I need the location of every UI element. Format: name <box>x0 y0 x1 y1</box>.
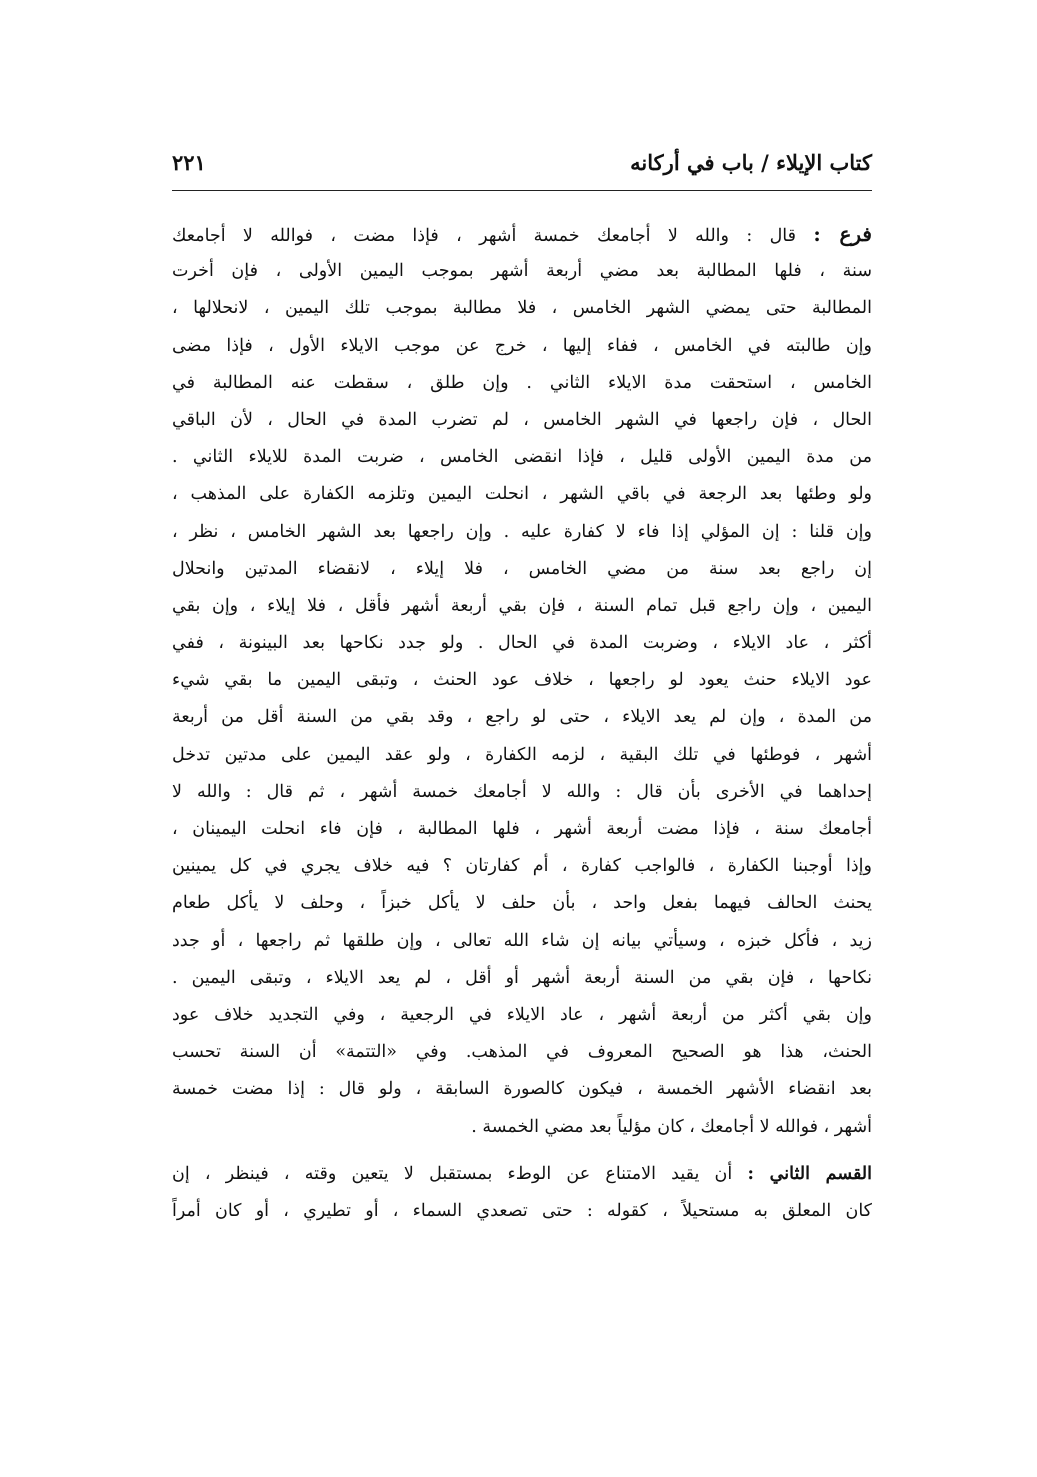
paragraph-gap <box>172 1146 872 1156</box>
line-text: قال : والله لا أجامعك خمسة أشهر ، فإذا مضت ، فوالله لا أجامعك <box>172 226 796 246</box>
running-header <box>172 150 872 190</box>
paragraph-lead: القسم الثاني : <box>747 1163 872 1184</box>
text-line: ولو وطئها بعد الرجعة في باقي الشهر ، انحلت اليمين وتلزمه الكفارة على المذهب ، <box>172 484 872 505</box>
text-line: وإن طالبته في الخامس ، ففاء إليها ، خرج عن موجب الايلاء الأول ، فإذا مضى <box>172 335 872 356</box>
text-line <box>172 216 872 253</box>
text-line: إن راجع بعد سنة من مضي الخامس ، فلا إيلاء ، لانقضاء المدتين وانحلال <box>172 558 872 579</box>
paragraph-lead: فرع : <box>813 222 872 246</box>
text-line: زيد ، فأكل خبزه ، وسيأتي بيانه إن شاء الله تعالى ، وإن طلقها ثم راجعها ، أو جدد <box>172 930 872 951</box>
text-line: وإن قلنا : إن المؤلي إذا فاء لا كفارة عليه . وإن راجعها بعد الشهر الخامس ، نظر ، <box>172 521 872 542</box>
text-line: يحنث الحالف فيهما بفعل واحد ، بأن حلف لا يأكل خبزاً ، وحلف لا يأكل طعام <box>172 893 872 914</box>
text-line: الخامس ، استحقت مدة الايلاء الثاني . وإن طلق ، سقطت عنه المطالبة في <box>172 372 872 393</box>
header-rule <box>172 190 872 191</box>
paragraph-qism-thani <box>172 1156 872 1230</box>
text-line: سنة ، فلها المطالبة بعد مضي أربعة أشهر بموجب اليمين الأولى ، فإن أخرت <box>172 261 872 282</box>
text-line: أشهر ، فوالله لا أجامعك ، كان مؤلياً بعد مضي الخمسة . <box>471 1116 872 1137</box>
text-line: وإذا أوجبنا الكفارة ، فالواجب كفارة ، أم كفارتان ؟ فيه خلاف يجري في كل يمينين <box>172 856 872 877</box>
text-line: أكثر ، عاد الايلاء ، وضربت المدة في الحال . ولو جدد نكاحها بعد البينونة ، ففي <box>172 633 872 654</box>
text-line: المطالبة حتى يمضي الشهر الخامس ، فلا مطالبة بموجب تلك اليمين ، لانحلالها ، <box>172 298 872 319</box>
text-line: كان المعلق به مستحيلاً ، كقوله : حتى تصعدي السماء ، أو تطيري ، أو كان أمراً <box>172 1200 872 1221</box>
text-line: أجامعك سنة ، فإذا مضت أربعة أشهر ، فلها المطالبة ، فإن فاء انحلت اليمينان ، <box>172 819 872 839</box>
text-line: أشهر ، فوطئها في تلك البقية ، لزمه الكفارة ، ولو عقد اليمين على مدتين تدخل <box>172 744 872 765</box>
body-text <box>172 216 872 1230</box>
text-line: إحداهما في الأخرى بأن قال : والله لا أجامعك خمسة أشهر ، ثم قال : والله لا <box>172 781 872 802</box>
text-line: عود الايلاء حنث يعود لو راجعها ، خلاف عود الحنث ، وتبقى اليمين ما بقي شيء <box>172 670 872 691</box>
text-line: من المدة ، وإن لم يعد الايلاء ، حتى لو راجع ، وقد بقي من السنة أقل من أربعة <box>172 707 872 728</box>
text-line <box>172 1156 872 1193</box>
text-line: الحنث، هذا هو الصحيح المعروف في المذهب. وفي «التتمة» أن السنة تحسب <box>172 1042 872 1063</box>
page-number: ٢٢١ <box>172 150 206 175</box>
text-line: من مدة اليمين الأولى قليل ، فإذا انقضى الخامس ، ضربت المدة للايلاء الثاني . <box>172 447 872 468</box>
text-line: بعد انقضاء الأشهر الخمسة ، فيكون كالصورة السابقة ، ولو قال : إذا مضت خمسة <box>172 1079 872 1100</box>
line-text: أن يقيد الامتناع عن الوطء بمستقبل لا يتعين وقته ، فينظر ، إن <box>172 1163 733 1184</box>
header-title: كتاب الإيلاء / باب في أركانه <box>630 150 872 175</box>
paragraph-far <box>172 216 872 1146</box>
text-line: وإن بقي أكثر من أربعة أشهر ، عاد الايلاء في الرجعية ، وفي التجديد خلاف عود <box>172 1004 872 1025</box>
text-line: اليمين ، وإن راجع قبل تمام السنة ، فإن بقي أربعة أشهر فأقل ، فلا إيلاء ، وإن بقي <box>172 595 872 616</box>
text-line: الحال ، فإن راجعها في الشهر الخامس ، لم تضرب المدة في الحال ، لأن الباقي <box>172 409 872 430</box>
text-line: نكاحها ، فإن بقي من السنة أربعة أشهر أو أقل ، لم يعد الايلاء ، وتبقى اليمين . <box>172 967 872 988</box>
